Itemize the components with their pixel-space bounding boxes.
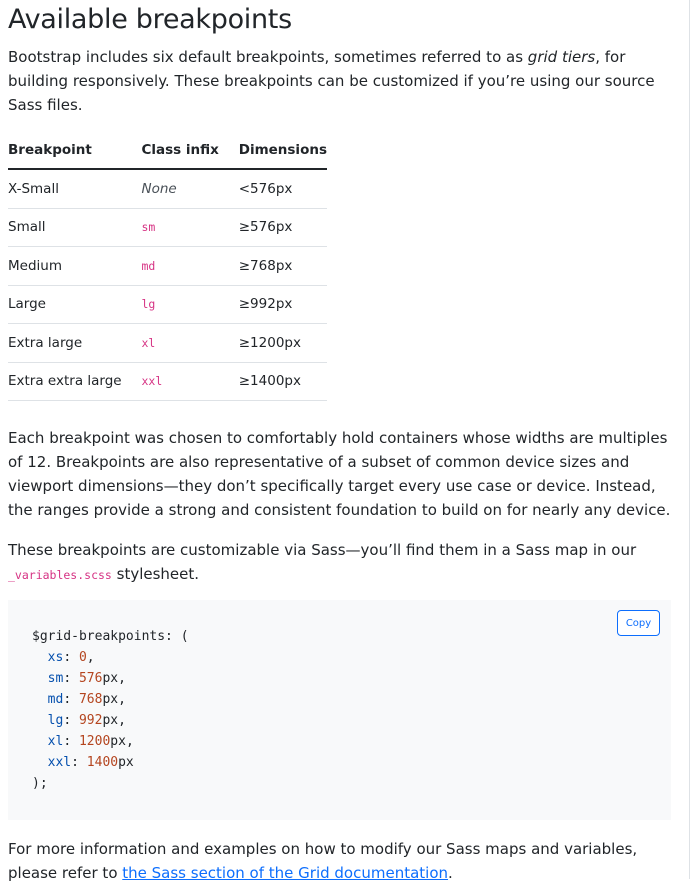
class-infix: lg [141, 285, 238, 324]
class-infix: sm [141, 208, 238, 247]
table-row [8, 169, 327, 208]
code-listing: $grid-breakpoints: ( xs: 0, sm: 576px, md: 768px, lg: 992px, xl: 1200px, xxl: 1400px ); [32, 629, 189, 791]
breakpoint-name: Large [8, 285, 141, 324]
dimension: ≥992px [239, 285, 327, 324]
explanation-paragraph: Each breakpoint was chosen to comfortably hold containers whose widths are multiples of 12. Breakpoints are also representative of a subset of common device sizes and viewport dimensions—they don’t specifically target every use case or device. Instead, the ranges provide a strong and consistent foundation to build on for nearly any device. [8, 429, 671, 519]
table-row [8, 324, 327, 363]
breakpoint-name: Small [8, 208, 141, 247]
grid-docs-link[interactable]: the Sass section of the Grid documentation [122, 864, 449, 882]
code-open-line: $grid-breakpoints: ( [32, 629, 189, 644]
table-row [8, 285, 327, 324]
header-breakpoint: Breakpoint [8, 142, 141, 169]
dimension: ≥1400px [239, 362, 327, 401]
table-header-row [8, 142, 327, 169]
dimension: ≥1200px [239, 324, 327, 363]
intro-paragraph: Bootstrap includes six default breakpoints, sometimes referred to as grid tiers, for building responsively. These breakpoints can be customized if you’re using our source Sass files. [8, 48, 655, 114]
code-close-line: ); [32, 776, 48, 791]
table-row [8, 247, 327, 286]
breakpoints-table [8, 142, 327, 401]
class-infix: xl [141, 324, 238, 363]
breakpoint-name: Extra large [8, 324, 141, 363]
customization-paragraph: These breakpoints are customizable via Sass—you’ll find them in a Sass map in our _variables.scss stylesheet. [8, 541, 637, 583]
table-row [8, 362, 327, 401]
variables-file-code: _variables.scss [8, 568, 112, 582]
table-row [8, 208, 327, 247]
breakpoint-name: X-Small [8, 169, 141, 208]
header-dimensions: Dimensions [239, 142, 327, 169]
class-infix: xxl [141, 362, 238, 401]
breakpoint-name: Extra extra large [8, 362, 141, 401]
more-info-paragraph: For more information and examples on how to modify our Sass maps and variables, please refer to the Sass section of the Grid documentation. [8, 840, 638, 882]
page-title: Available breakpoints [8, 4, 292, 35]
copy-button[interactable]: Copy [617, 610, 660, 636]
breakpoint-name: Medium [8, 247, 141, 286]
code-block [8, 600, 671, 820]
class-infix: None [141, 169, 238, 208]
dimension: <576px [239, 169, 327, 208]
dimension: ≥768px [239, 247, 327, 286]
class-infix: md [141, 247, 238, 286]
header-class-infix: Class infix [141, 142, 238, 169]
dimension: ≥576px [239, 208, 327, 247]
